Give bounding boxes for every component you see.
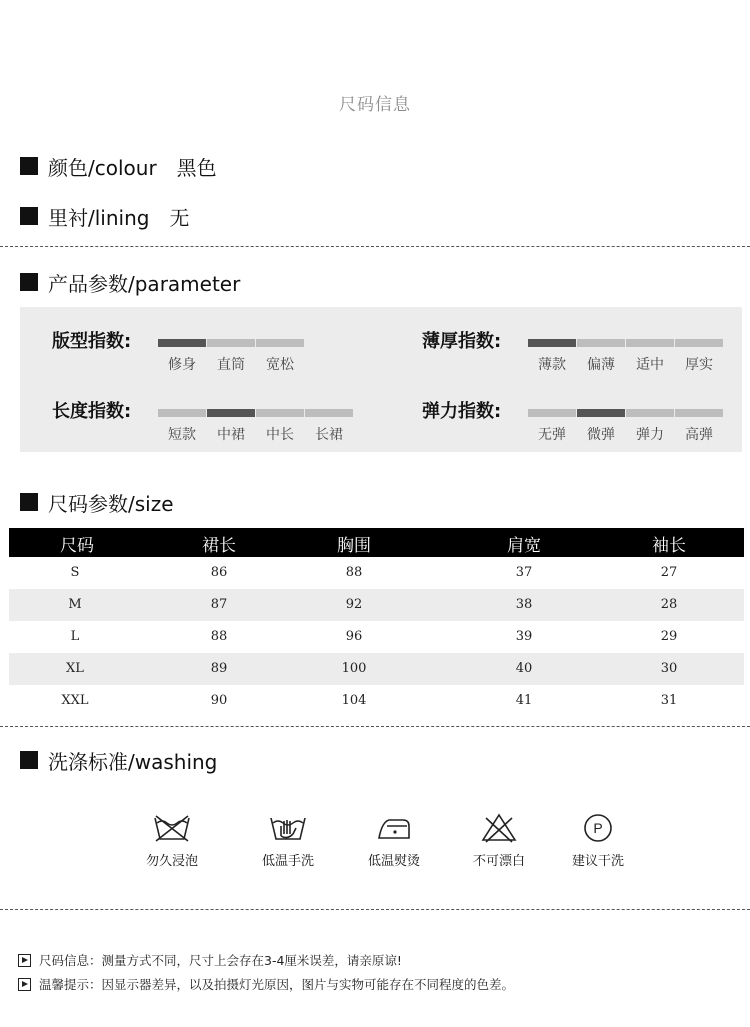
note-color-tip	[18, 975, 514, 993]
section-marker	[20, 157, 38, 175]
cell-bust: 88	[345, 565, 363, 580]
note-size-info	[18, 951, 402, 969]
cell-bust: 96	[345, 629, 363, 644]
cell-size: XXL	[61, 693, 89, 708]
size-table	[9, 528, 744, 717]
elasticity-bar-segment	[528, 409, 576, 417]
washing-heading	[20, 748, 217, 772]
cell-shoulder: 37	[515, 565, 533, 580]
header-sleeve: 袖长	[652, 536, 686, 556]
length-bar-segment	[207, 409, 255, 417]
thickness-option-label: 薄款	[538, 357, 566, 373]
thickness-bar-segment	[675, 339, 723, 347]
section-marker	[20, 751, 38, 769]
cell-skirt-length: 90	[210, 693, 228, 708]
parameter-title: 产品参数/parameter	[48, 271, 241, 296]
parameter-panel	[20, 307, 742, 452]
cell-bust: 104	[341, 693, 367, 708]
thickness-option-label: 偏薄	[587, 357, 615, 373]
wash-label: 低温手洗	[261, 854, 314, 869]
cell-shoulder: 38	[515, 597, 533, 612]
elasticity-option-label: 高弹	[685, 427, 713, 443]
no-bleach-icon	[478, 812, 520, 844]
wash-item-no-soak	[117, 812, 227, 869]
size-table-header	[9, 528, 744, 557]
divider	[0, 246, 750, 247]
play-icon	[18, 954, 31, 967]
cell-size: L	[70, 629, 80, 644]
wash-item-dry-clean	[543, 812, 653, 869]
section-marker	[20, 493, 38, 511]
table-row	[9, 589, 744, 621]
cell-skirt-length: 89	[210, 661, 228, 676]
size-title: 尺码参数/size	[48, 491, 174, 516]
wash-label: 低温熨烫	[367, 854, 420, 869]
length-option-label: 中长	[266, 427, 294, 443]
length-bar-segment	[256, 409, 304, 417]
table-row	[9, 621, 744, 653]
cell-sleeve: 30	[660, 661, 678, 676]
elasticity-option-label: 无弹	[538, 427, 566, 443]
cell-bust: 92	[345, 597, 363, 612]
elasticity-option-label: 弹力	[636, 427, 664, 443]
wash-label: 勿久浸泡	[145, 854, 198, 869]
lining-value: 无	[169, 205, 190, 230]
color-label: 颜色/colour	[48, 155, 157, 180]
no-soak-icon	[151, 812, 193, 844]
thickness-bar-segment	[626, 339, 674, 347]
cell-sleeve: 31	[660, 693, 678, 708]
cell-shoulder: 41	[515, 693, 533, 708]
cell-sleeve: 28	[660, 597, 678, 612]
thickness-option-label: 适中	[636, 357, 664, 373]
elasticity-bar-segment	[675, 409, 723, 417]
header-bust: 胸围	[337, 536, 371, 556]
length-option-label: 中裙	[217, 427, 245, 443]
divider	[0, 909, 750, 910]
section-marker	[20, 207, 38, 225]
note-text: 尺码信息：测量方式不同，尺寸上会存在3-4厘米误差，请亲原谅!	[39, 953, 402, 968]
thickness-bar-segment	[577, 339, 625, 347]
lining-label: 里衬/lining	[48, 205, 150, 230]
elasticity-bar-segment	[577, 409, 625, 417]
header-size: 尺码	[60, 536, 94, 556]
length-option-label: 长裙	[315, 427, 343, 443]
cell-sleeve: 27	[660, 565, 678, 580]
elasticity-bar-segment	[626, 409, 674, 417]
cell-skirt-length: 86	[210, 565, 228, 580]
fit-bar-segment	[158, 339, 206, 347]
wash-label: 不可漂白	[472, 854, 525, 869]
wash-item-iron-low	[339, 812, 449, 869]
length-bar-segment	[305, 409, 353, 417]
elasticity-index-label: 弹力指数:	[422, 401, 502, 422]
elasticity-option-label: 微弹	[587, 427, 615, 443]
iron-low-icon	[373, 812, 415, 844]
color-row	[20, 154, 217, 178]
cell-skirt-length: 87	[210, 597, 228, 612]
fit-bar-segment	[256, 339, 304, 347]
fit-option-label: 直筒	[217, 357, 245, 373]
wash-item-no-bleach	[444, 812, 554, 869]
divider	[0, 726, 750, 727]
table-row	[9, 685, 744, 717]
length-index-label: 长度指数:	[52, 401, 132, 422]
cell-bust: 100	[341, 661, 367, 676]
section-marker	[20, 273, 38, 291]
fit-index-label: 版型指数:	[52, 331, 132, 352]
note-text: 温馨提示：因显示器差异，以及拍摄灯光原因，图片与实物可能存在不同程度的色差。	[39, 977, 515, 992]
thickness-bar-segment	[528, 339, 576, 347]
cell-shoulder: 39	[515, 629, 533, 644]
size-heading	[20, 490, 174, 514]
cell-size: XL	[66, 661, 84, 676]
thickness-index-label: 薄厚指数:	[422, 331, 502, 352]
table-row	[9, 653, 744, 685]
size-table-body	[9, 557, 744, 717]
parameter-heading	[20, 270, 240, 294]
length-bar-segment	[158, 409, 206, 417]
fit-option-label: 修身	[168, 357, 196, 373]
wash-item-hand-wash	[233, 812, 343, 869]
header-shoulder: 肩宽	[507, 536, 541, 556]
cell-shoulder: 40	[515, 661, 533, 676]
wash-label: 建议干洗	[571, 854, 624, 869]
thickness-option-label: 厚实	[685, 357, 713, 373]
dry-clean-letter: P	[593, 820, 603, 836]
play-icon	[18, 978, 31, 991]
cell-size: M	[68, 597, 82, 612]
washing-title: 洗涤标准/washing	[48, 749, 218, 774]
page-title: 尺码信息	[339, 95, 411, 115]
cell-size: S	[70, 565, 80, 580]
fit-option-label: 宽松	[266, 357, 294, 373]
cell-sleeve: 29	[660, 629, 678, 644]
color-value: 黑色	[176, 155, 217, 180]
table-row	[9, 557, 744, 589]
fit-bar-segment	[207, 339, 255, 347]
dry-clean-p-icon	[577, 812, 619, 844]
cell-skirt-length: 88	[210, 629, 228, 644]
lining-row	[20, 204, 189, 228]
length-option-label: 短款	[168, 427, 196, 443]
header-skirt-length: 裙长	[202, 536, 236, 556]
hand-wash-icon	[267, 812, 309, 844]
